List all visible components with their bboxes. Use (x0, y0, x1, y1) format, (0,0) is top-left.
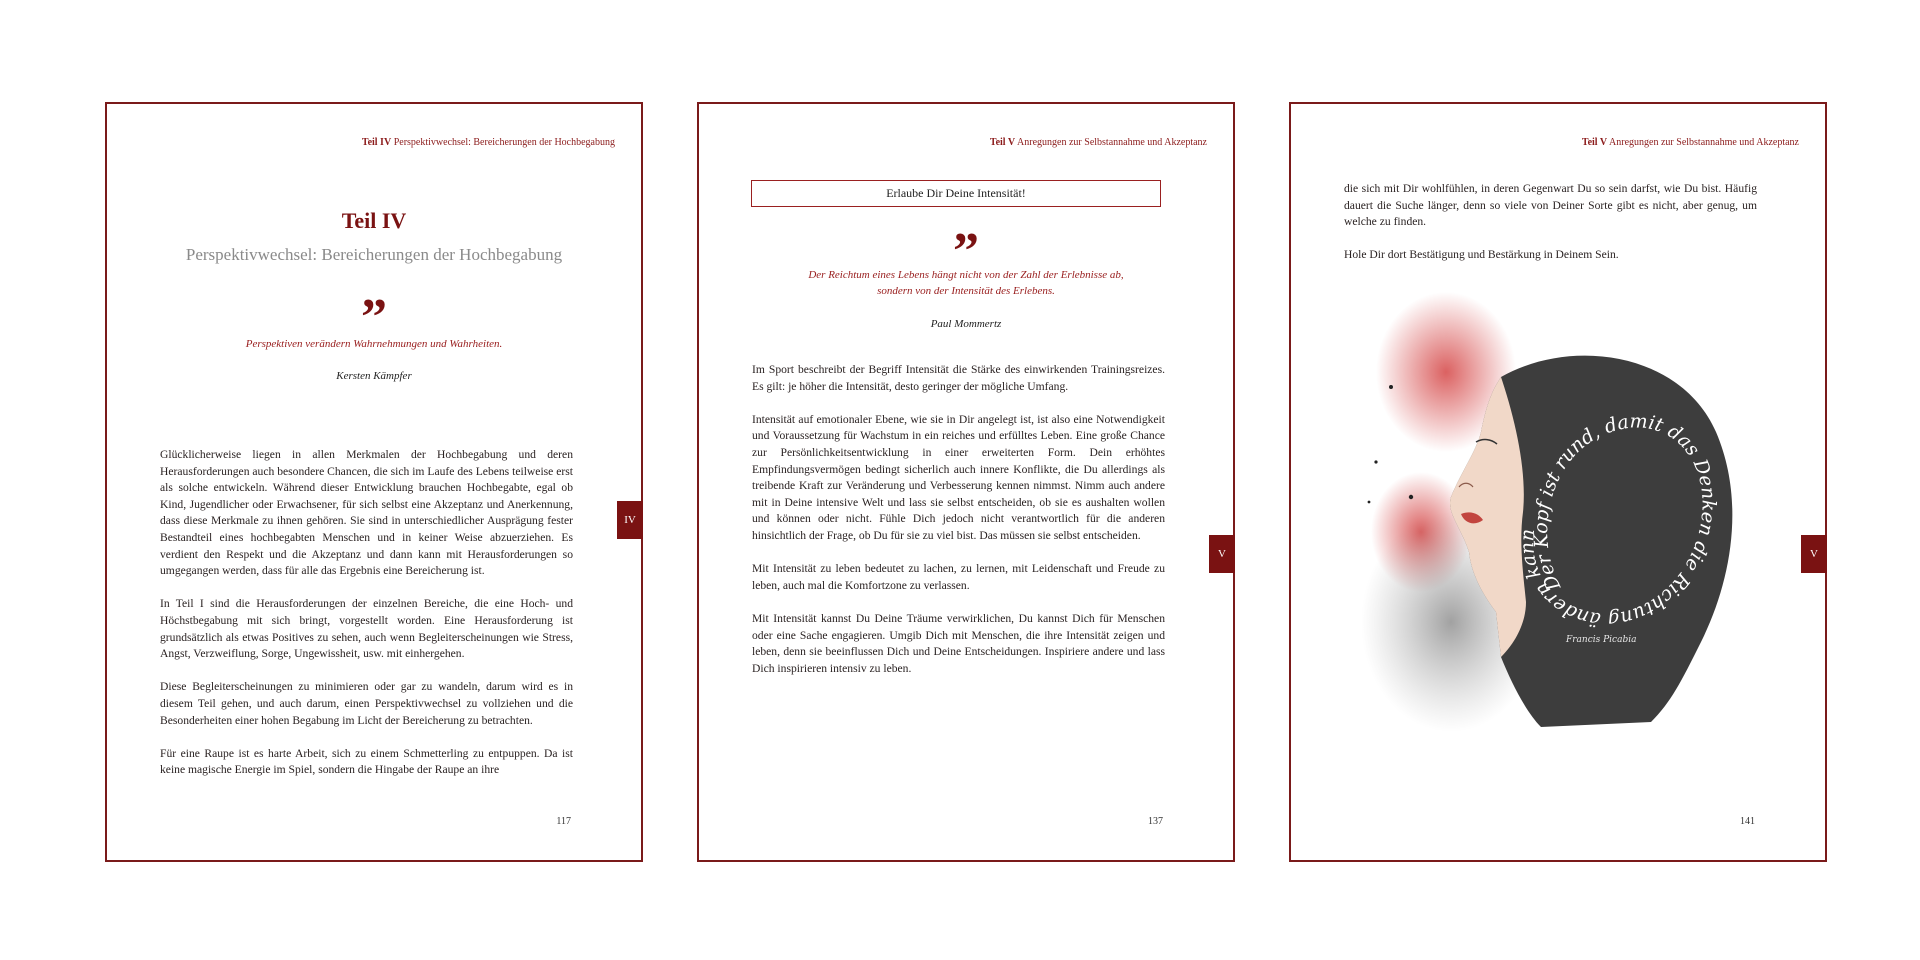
header-part: Teil IV (361, 137, 392, 148)
quote-author: Kersten Kämpfer (336, 370, 412, 382)
ink-dot (1389, 385, 1393, 389)
paragraph: Intensität auf emotionaler Ebene, wie sie in Dir angelegt ist, ist also eine Notwendigkeit und Voraussetzung für Wachstum in ein reiches und erfülltes Leben. Eine große Chance zur Persönlichkeitsentwicklung in einer erweiterten Form. Dein erhöhtes Empfindungsvermögen bedingt sicherlich auch innere Konflikte, die Du allerdings als treibende Kraft zur Veränderung und Verbesserung kennen nimmst. Nimm auch andere mit in Deine intensive Welt und lass sie selbst entscheiden, ob sie es aushalten wollen und können oder nicht. Fühle Dich jedoch nicht verantwortlich für die anderen hinsichtlich der Frage, ob Du für sie zu viel bist. Das müssen sie selbst entscheiden. (752, 412, 1165, 542)
section-tab: V (1801, 535, 1827, 573)
quote-line: Der Reichtum eines Lebens hängt nicht von der Zahl der Erlebnisse ab, (808, 269, 1124, 281)
paragraph: Mit Intensität kannst Du Deine Träume verwirklichen, Du kannst Dich für Menschen oder eine Sache engagieren. Umgib Dich mit Menschen, die ihre Intensität zeigen und leben, denn sie beeinflussen Dich und Deine Entscheidungen. Inspiriere andere und lass Dich inspirieren intensiv zu leben. (752, 611, 1165, 675)
ink-dot (1374, 460, 1377, 463)
portrait-illustration (1351, 282, 1751, 782)
body-text (160, 447, 573, 795)
header-title: Anregungen zur Selbstannahme und Akzeptanz (1015, 137, 1207, 148)
illustration-credit: Francis Picabia (1566, 635, 1637, 645)
book-page-137 (697, 102, 1235, 862)
header-part: Teil V (1581, 137, 1608, 148)
book-page-117 (105, 102, 643, 862)
running-header (1582, 137, 1799, 148)
ink-dot (1409, 495, 1413, 499)
epigraph-quote (699, 267, 1233, 299)
body-text (1344, 181, 1757, 281)
quote-line: Perspektiven verändern Wahrnehmungen und Wahrheiten. (245, 338, 503, 350)
spiral-quote-path: Der Kopf ist rund, damit das Denken die Richtung ändern kann (1516, 410, 1720, 631)
quote-author: Paul Mommertz (930, 318, 1002, 330)
header-part: Teil V (989, 137, 1016, 148)
chapter-subtitle: Perspektivwechsel: Bereicherungen der Hochbegabung (185, 245, 563, 264)
page-number: 117 (556, 816, 571, 827)
paragraph: Glücklicherweise liegen in allen Merkmalen der Hochbegabung und deren Herausforderungen auch besondere Chancen, die sich im Laufe des Lebens teilweise erst als solche entwickeln. Während dieser Entwicklung brauchen Hochbegabte, egal ob Kind, Jugendlicher oder Erwachsener, für sich selbst eine Akzeptanz und Anerkennung, dass diese Merkmale zu ihnen gehören. Sie sind in unterschiedlicher Ausprägung fester Bestandteil eines hochbegabten Menschen und in keiner Weise abzuerziehen. Es verdient den Respekt und die Akzeptanz und dann kann mit Herausforderungen so umgegangen werden, dass für alle das Ergebnis eine Bereicherung ist. (160, 448, 573, 578)
section-tab: IV (617, 501, 643, 539)
running-header (990, 137, 1207, 148)
section-tab: V (1209, 535, 1235, 573)
paragraph: Für eine Raupe ist es harte Arbeit, sich zu einem Schmetterling zu entpuppen. Da ist keine magische Energie im Spiel, sondern die Hingabe der Raupe an ihre (160, 746, 573, 777)
quote-mark-icon: ” (953, 232, 979, 266)
epigraph-quote (107, 336, 641, 352)
header-title: Anregungen zur Selbstannahme und Akzeptanz (1607, 137, 1799, 148)
paragraph: Hole Dir dort Bestätigung und Bestärkung in Deinem Sein. (1344, 248, 1619, 262)
paragraph: In Teil I sind die Herausforderungen der einzelnen Bereiche, die eine Hoch- und Höchstbegabung mit sich bringt, vorgestellt worden. Eine Herausforderung ist grundsätzlich als etwas Positives zu sehen, auch wenn Begleiterscheinungen wie Stress, Angst, Verzweiflung, Sorge, Ungewissheit, usw. mit einhergehen. (160, 597, 573, 661)
header-title: Perspektivwechsel: Bereicherungen der Hochbegabung (391, 137, 615, 148)
page-number: 141 (1740, 816, 1755, 827)
paragraph: Im Sport beschreibt der Begriff Intensität die Stärke des einwirkenden Trainingsreizes. Es gilt: je höher die Intensität, desto geringer der mögliche Umfang. (752, 363, 1165, 393)
chapter-title: Teil IV (341, 208, 407, 233)
paragraph: die sich mit Dir wohlfühlen, in deren Gegenwart Du so sein darfst, wie Du bist. Häufig dauert die Suche länger, denn so viele von Deiner Sorte gibt es nicht, aber genug, um welche zu finden. (1344, 182, 1757, 229)
quote-line: sondern von der Intensität des Erlebens. (877, 285, 1055, 297)
book-page-141 (1289, 102, 1827, 862)
paragraph: Diese Begleiterscheinungen zu minimieren oder gar zu wandeln, darum wird es in diesem Teil gehen, und auch darum, einen Perspektivwechsel zu vollziehen und die Besonderheiten einer hohen Begabung im Licht der Bereicherung zu betrachten. (160, 680, 573, 727)
ink-dot (1368, 501, 1371, 504)
paragraph: Mit Intensität zu leben bedeutet zu lachen, zu lernen, mit Leidenschaft und Freude zu leben, auch mal die Komfortzone zu verlassen. (752, 562, 1165, 592)
section-title-box: Erlaube Dir Deine Intensität! (751, 180, 1161, 207)
running-header (362, 137, 615, 148)
page-number: 137 (1148, 816, 1163, 827)
body-text (752, 362, 1165, 694)
quote-mark-icon: ” (361, 298, 387, 332)
